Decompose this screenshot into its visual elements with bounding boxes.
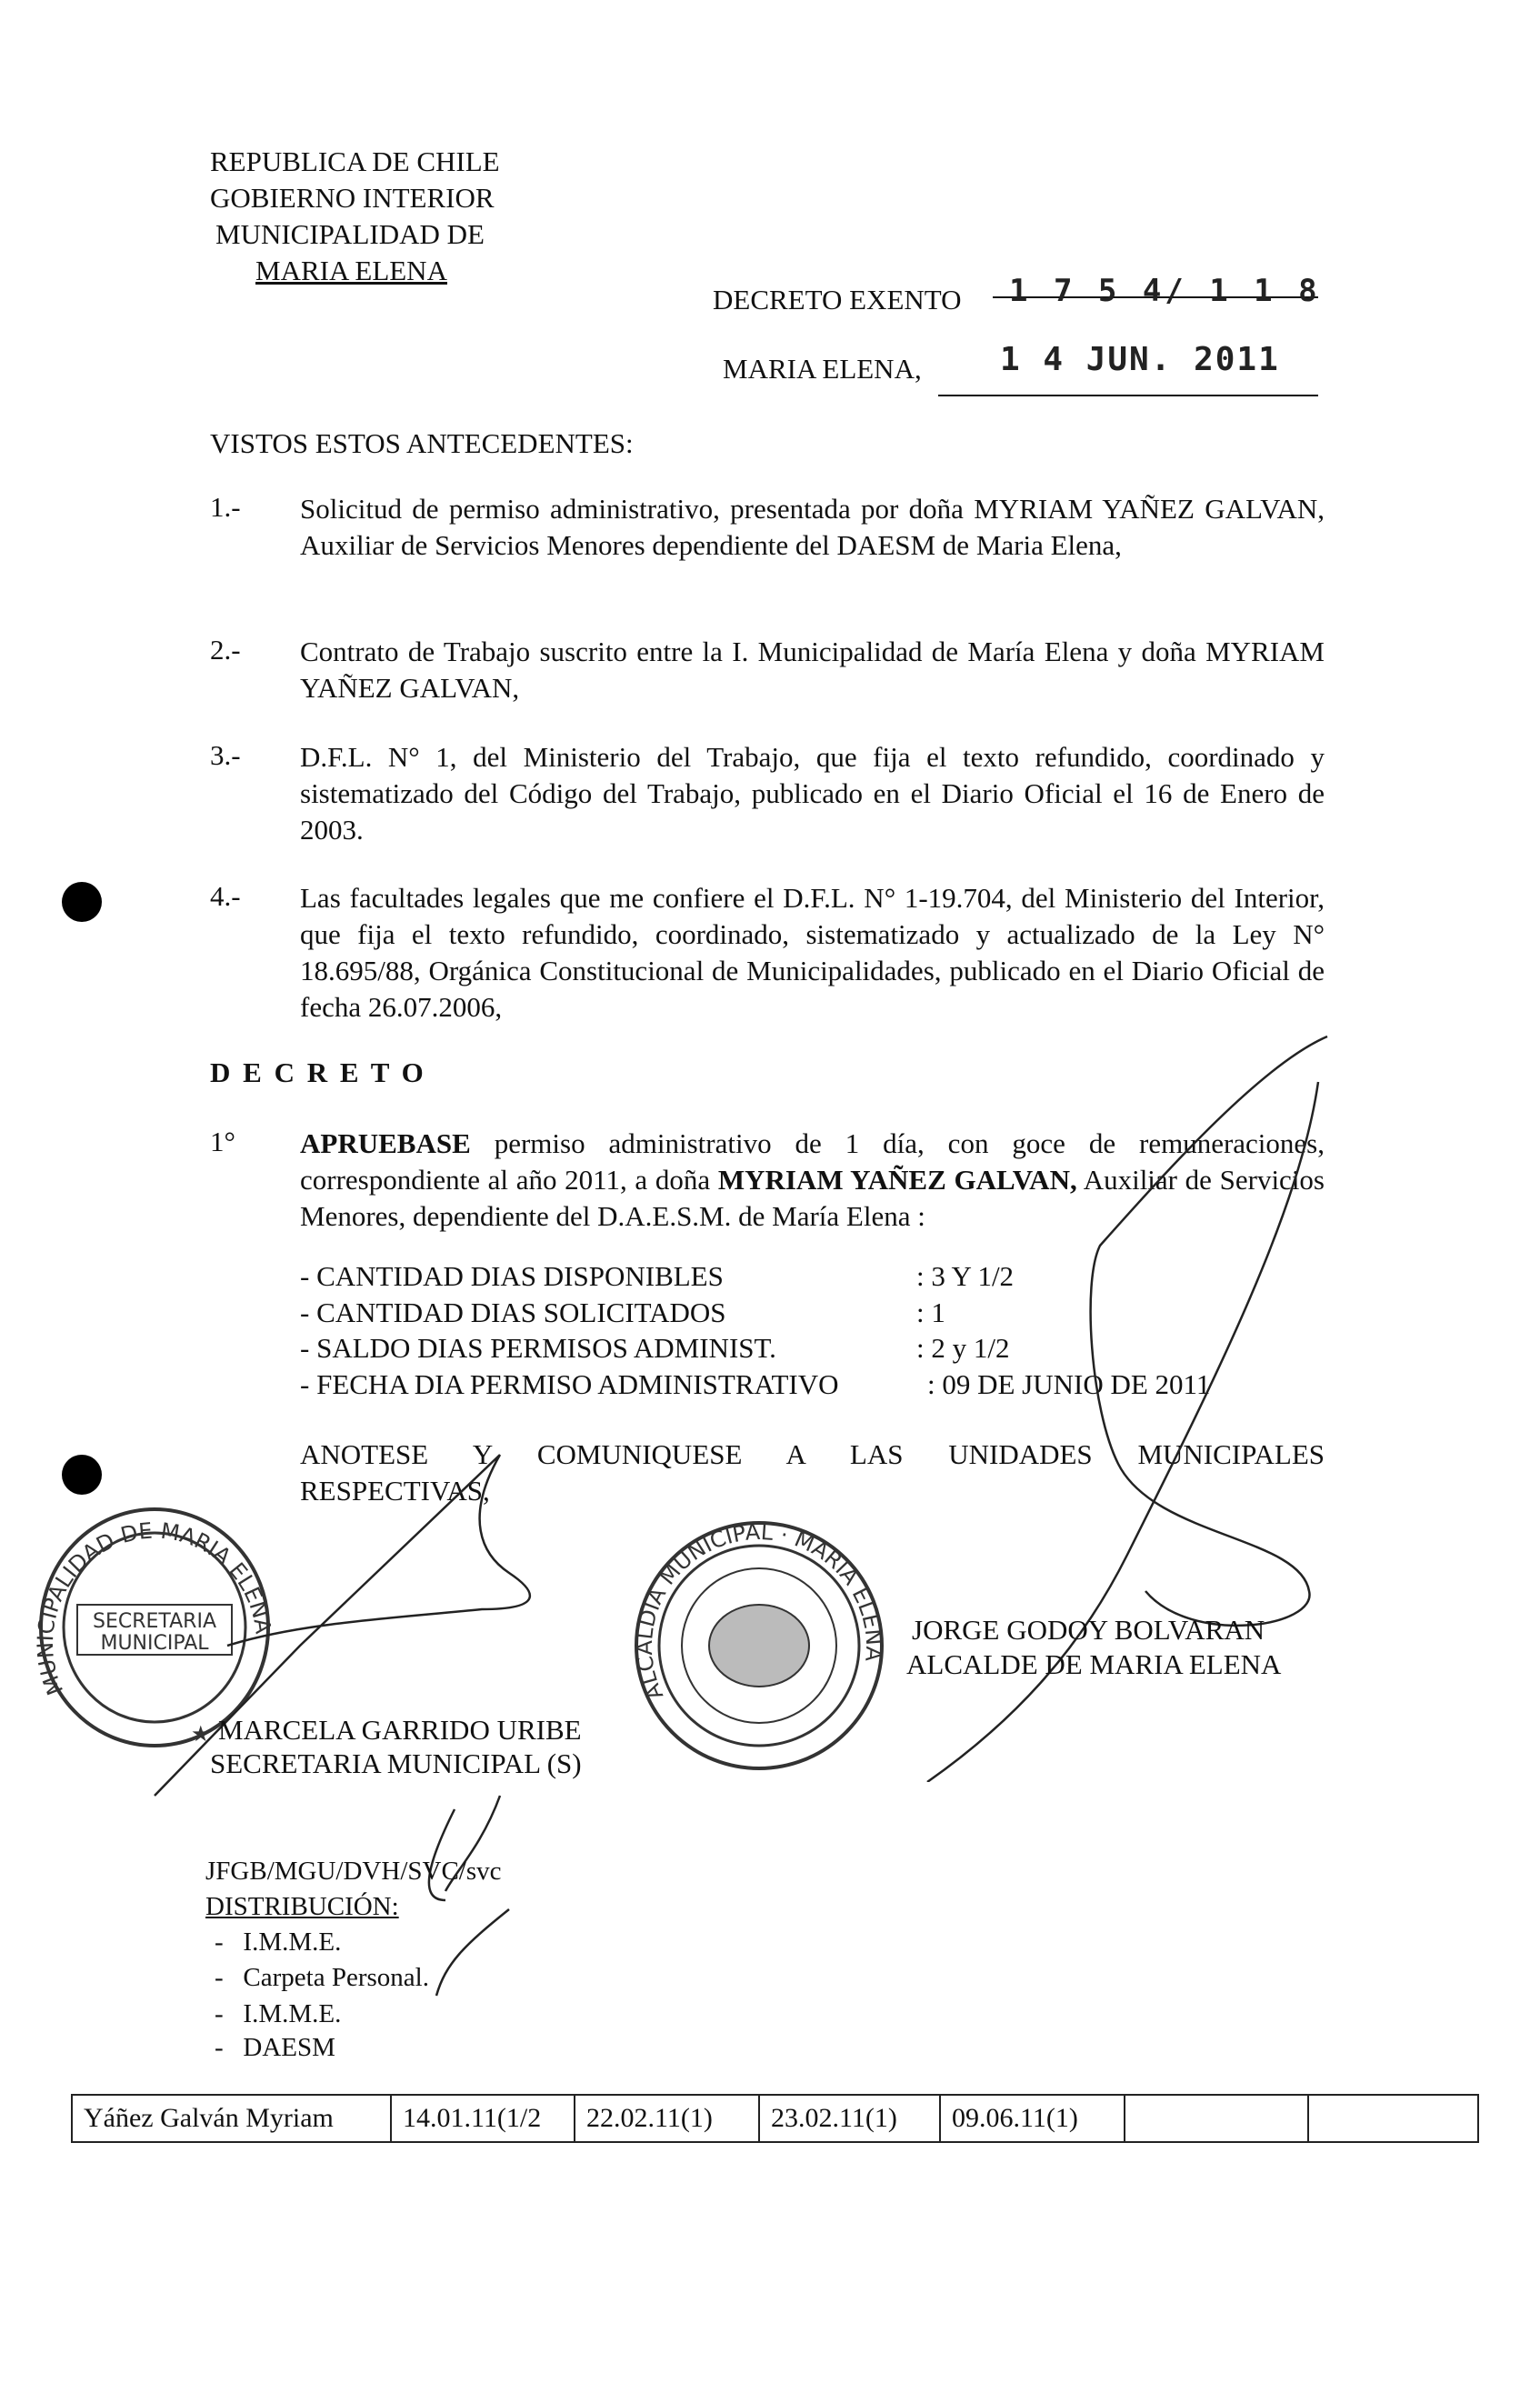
detail-label: - FECHA DIA PERMISO ADMINISTRATIVO [300,1368,839,1400]
item-number: 1.- [210,491,241,523]
distribution-title: DISTRIBUCIÓN: [205,1892,399,1921]
secretary-name: MARCELA GARRIDO URIBE [218,1714,582,1746]
item-number: 2.- [210,634,241,666]
item-text: Solicitud de permiso administrativo, presentada por doña MYRIAM YAÑEZ GALVAN, Auxiliar de Servicios Menores dependiente del DAESM de Maria Elena, [300,493,1325,561]
recipient: I.M.M.E. [243,1999,342,2028]
table-cell [1125,2095,1308,2142]
header-line: MARIA ELENA [255,255,447,286]
decree-label: DECRETO EXENTO [713,284,962,315]
list-item: - I.M.M.E. [215,1927,342,1957]
date-line [938,395,1318,396]
item-number: 4.- [210,880,241,912]
coat-of-arms-icon [709,1605,809,1687]
employee-name: MYRIAM YAÑEZ GALVAN, [717,1164,1077,1196]
detail-value: : 1 [916,1297,945,1328]
list-item: - Carpeta Personal. [215,1963,429,1992]
svg-text:★: ★ [191,1723,211,1747]
initials: JFGB/MGU/DVH/SVC/svc [205,1857,502,1886]
table-cell: Yáñez Galván Myriam [72,2095,391,2142]
detail-label: - SALDO DIAS PERMISOS ADMINIST. [300,1332,776,1364]
svg-text:SECRETARIA: SECRETARIA [92,1610,217,1633]
detail-value: : 3 Y 1/2 [916,1260,1015,1292]
header-line: REPUBLICA DE CHILE [210,145,500,177]
decreto-title: D E C R E T O [210,1056,426,1088]
detail-value: : 2 y 1/2 [916,1332,1010,1364]
item-text: D.F.L. N° 1, del Ministerio del Trabajo, que fija el texto refundido, coordinado y sistematizado del Código del Trabajo, publicado en el Diario Oficial el 16 de Enero de 2003. [300,741,1325,846]
date-stamp: 1 4 JUN. 2011 [1000,341,1280,378]
list-item: - DAESM [215,2033,335,2062]
punch-hole [62,882,102,922]
closing-text: ANOTESE Y COMUNIQUESE A LAS UNIDADES MUNICIPALES RESPECTIVAS, [300,1438,1325,1507]
list-item: - I.M.M.E. [215,1999,342,2028]
recipient: Carpeta Personal. [243,1963,429,1992]
table-cell [1308,2095,1478,2142]
decree-number-stamp: 1 7 5 4/ 1 1 8 [1009,273,1321,309]
leave-record-table [71,2094,1479,2143]
secretary-title: SECRETARIA MUNICIPAL (S) [210,1747,582,1779]
header-line: MUNICIPALIDAD DE [215,218,485,250]
text: Auxiliar de Servicios Menores, dependiente del D.A.E.S.M. de María Elena : [300,1164,1325,1232]
table-cell: 09.06.11(1) [940,2095,1125,2142]
svg-text:MUNICIPALIDAD DE MARIA ELENA: MUNICIPALIDAD DE MARIA ELENA [32,1517,276,1699]
punch-hole [62,1455,102,1495]
article-number: 1° [210,1126,235,1157]
header-line: GOBIERNO INTERIOR [210,182,495,214]
svg-text:ALCALDIA MUNICIPAL · MARIA ELE: ALCALDIA MUNICIPAL · MARIA ELENA [631,1518,887,1704]
table-row [72,2095,1478,2142]
item-text: Contrato de Trabajo suscrito entre la I. Municipalidad de María Elena y doña MYRIAM YAÑEZ GALVAN, [300,636,1325,704]
table-cell: 22.02.11(1) [575,2095,759,2142]
recipient: DAESM [243,2033,335,2062]
item-text: Las facultades legales que me confiere el D.F.L. N° 1-19.704, del Ministerio del Interior, que fija el texto refundido, coordinado, sistematizado y actualizado de la Ley N° 18.695/88, Orgánica Constitucional de Municipalidades, publicado en el Diario Oficial de fecha 26.07.2006, [300,882,1325,1023]
mayor-title: ALCALDE DE MARIA ELENA [906,1648,1282,1680]
approve-word: APRUEBASE [300,1127,471,1159]
place-label: MARIA ELENA, [723,353,922,385]
detail-value: : 09 DE JUNIO DE 2011 [927,1368,1211,1400]
alcaldia-stamp [627,1514,891,1777]
item-number: 3.- [210,739,241,771]
detail-label: - CANTIDAD DIAS SOLICITADOS [300,1297,726,1328]
detail-label: - CANTIDAD DIAS DISPONIBLES [300,1260,724,1292]
mayor-name: JORGE GODOY BOLVARAN [912,1614,1265,1646]
table-cell: 23.02.11(1) [759,2095,940,2142]
vistos-title: VISTOS ESTOS ANTECEDENTES: [210,427,634,459]
svg-text:MUNICIPAL: MUNICIPAL [100,1632,209,1655]
text: permiso administrativo de 1 día, con goce de remuneraciones, correspondiente al año 2011, a doña [300,1127,1325,1196]
table-cell: 14.01.11(1/2 [391,2095,575,2142]
recipient: I.M.M.E. [243,1927,342,1957]
